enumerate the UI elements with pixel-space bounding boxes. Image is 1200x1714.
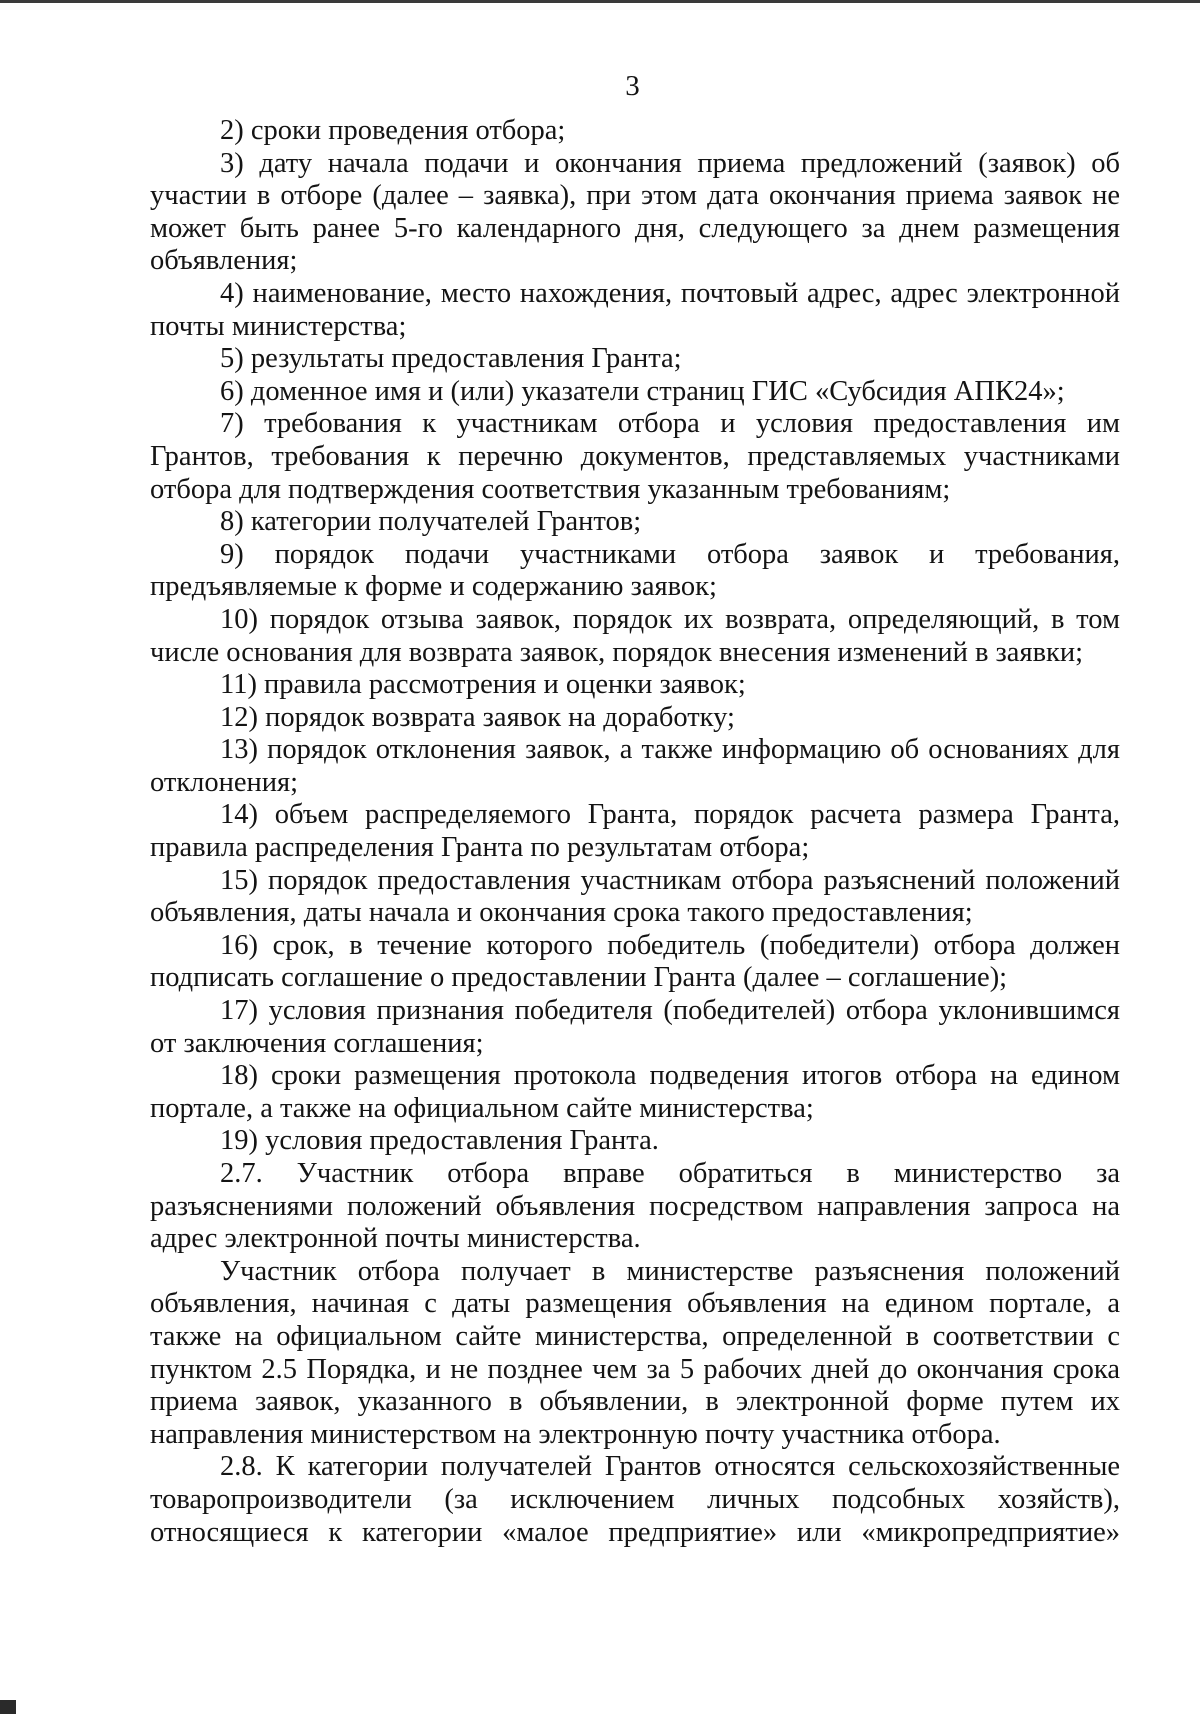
paragraph-item-14: 14) объем распределяемого Гранта, порядок расчета размера Гранта, правила распределения Гранта по результатам отбора; xyxy=(150,799,1120,864)
paragraph-item-2: 2) сроки проведения отбора; xyxy=(220,115,566,146)
document-body xyxy=(150,115,1120,1549)
paragraph-item-3: 3) дату начала подачи и окончания приема предложений (заявок) об участии в отборе (далее – заявка), при этом дата окончания приема заявок не может быть ранее 5-го календарного дня, следующего за днем размещения объявления; xyxy=(150,147,1120,277)
paragraph-item-9: 9) порядок подачи участниками отбора заявок и требования, предъявляемые к форме и содержанию заявок; xyxy=(150,538,1120,603)
paragraph-item-8: 8) категории получателей Грантов; xyxy=(220,506,642,538)
paragraph-item-10: 10) порядок отзыва заявок, порядок их возврата, определяющий, в том числе основания для возврата заявок, порядок внесения изменений в заявки; xyxy=(150,603,1120,668)
paragraph-item-5: 5) результаты предоставления Гранта; xyxy=(220,343,682,375)
page-number: 3 xyxy=(625,70,640,102)
paragraph-section-2-7: 2.7. Участник отбора вправе обратиться в министерство за разъяснениями положений объявления посредством направления запроса на адрес электронной почты министерства. xyxy=(150,1158,1120,1255)
paragraph-item-4: 4) наименование, место нахождения, почтовый адрес, адрес электронной почты министерства; xyxy=(150,277,1120,342)
paragraph-item-12: 12) порядок возврата заявок на доработку; xyxy=(220,701,735,733)
paragraph-item-6: 6) доменное имя и (или) указатели страниц ГИС «Субсидия АПК24»; xyxy=(220,375,1065,407)
scan-top-edge-line xyxy=(0,0,1200,3)
paragraph-section-2-8: 2.8. К категории получателей Грантов относятся сельскохозяйственные товаропроизводители (за исключением личных подсобных хозяйств), относящиеся к категории «малое предприятие» или «микропредприятие» xyxy=(150,1451,1120,1548)
paragraph-item-16: 16) срок, в течение которого победитель (победители) отбора должен подписать соглашение о предоставлении Гранта (далее – соглашение); xyxy=(150,929,1120,994)
paragraph-item-19: 19) условия предоставления Гранта. xyxy=(220,1125,659,1157)
paragraph-item-18: 18) сроки размещения протокола подведения итогов отбора на едином портале, а также на официальном сайте министерства; xyxy=(150,1060,1120,1124)
paragraph-item-13: 13) порядок отклонения заявок, а также информацию об основаниях для отклонения; xyxy=(150,734,1120,798)
paragraph-section-2-7-clarification: Участник отбора получает в министерстве разъяснения положений объявления, начиная с даты размещения объявления на едином портале, а также на официальном сайте министерства, определенной в соответствии с пунктом 2.5 Порядка, и не позднее чем за 5 рабочих дней до окончания срока приема заявок, указанного в объявлении, в электронной форме путем их направления министерством на электронную почту участника отбора. xyxy=(150,1255,1120,1450)
paragraph-item-15: 15) порядок предоставления участникам отбора разъяснений положений объявления, даты начала и окончания срока такого предоставления; xyxy=(150,864,1120,929)
paragraph-item-17: 17) условия признания победителя (победителей) отбора уклонившимся от заключения соглашения; xyxy=(150,995,1120,1059)
paragraph-item-11: 11) правила рассмотрения и оценки заявок; xyxy=(220,669,746,701)
paragraph-item-7: 7) требования к участникам отбора и условия предоставления им Грантов, требования к перечню документов, представляемых участниками отбора для подтверждения соответствия указанным требованиям; xyxy=(150,408,1120,505)
scan-corner-mark xyxy=(0,1700,16,1714)
